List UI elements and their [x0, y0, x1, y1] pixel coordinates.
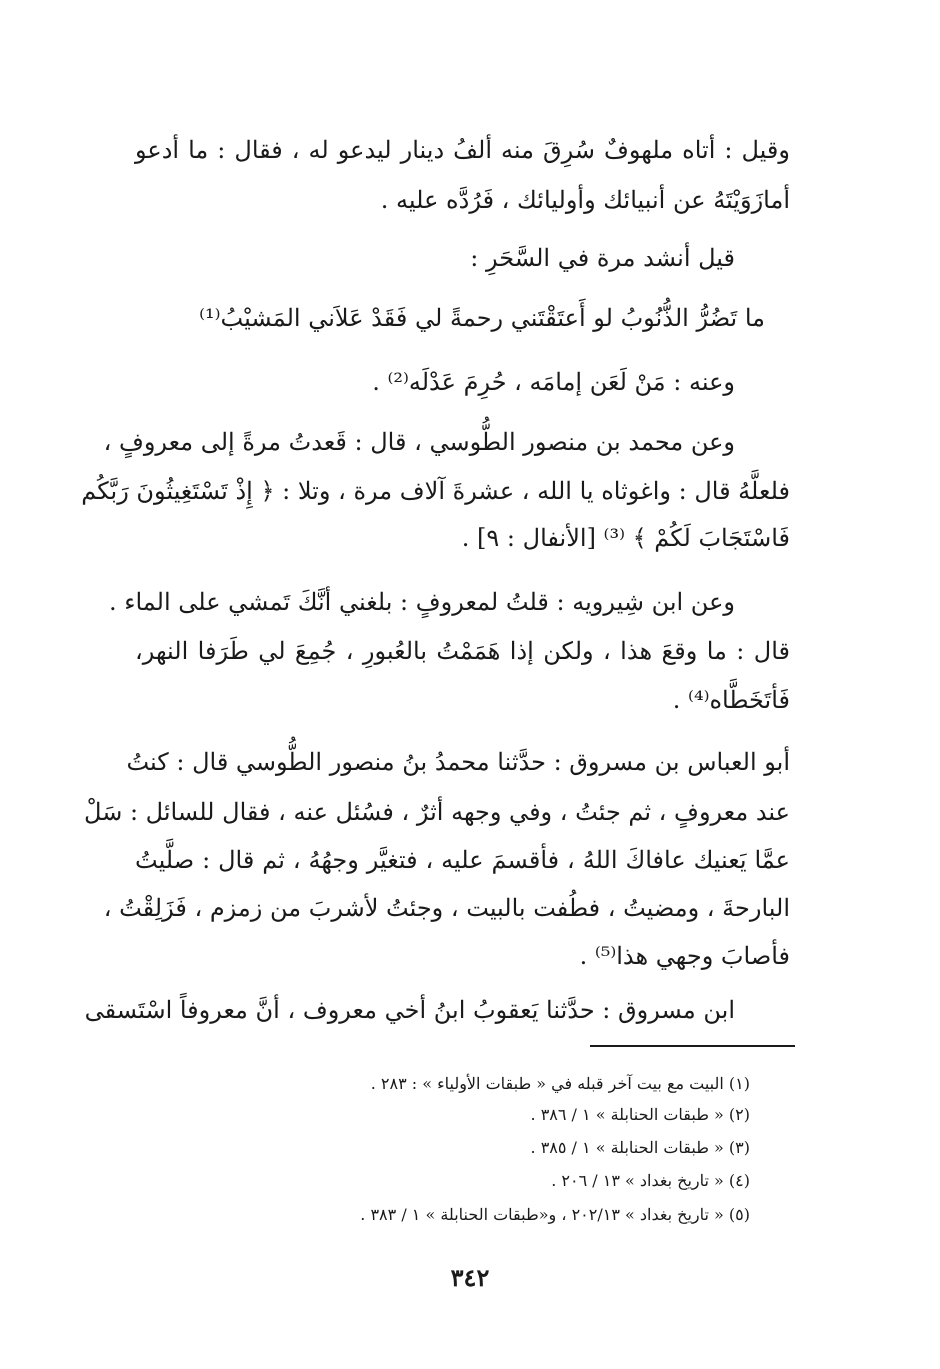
body-line-7: فلعلَّهُ قال : واغوثاه يا الله ، عشرةَ آلاف مرة ، وتلا : ﴿ إِذْ تَسْتَغِيثُونَ رَبَّكُم — [81, 477, 790, 505]
body-line-16: فأصابَ وجهي هذا⁽⁵⁾ . — [579, 942, 790, 970]
body-line-11: فَأتَخَطَّاه⁽⁴⁾ . — [672, 686, 790, 714]
page-number: ٣٤٢ — [450, 1263, 490, 1292]
footnote-separator — [590, 1045, 795, 1047]
body-line-1: وقيل : أتاه ملهوفٌ سُرِقَ منه ألفُ دينار ليدعو له ، فقال : ما أدعو — [135, 136, 790, 164]
body-line-10: قال : ما وقعَ هذا ، ولكن إذا هَمَمْتُ بالعُبورِ ، جُمِعَ لي طَرَفا النهر، — [135, 637, 790, 665]
body-line-12: أبو العباس بن مسروق : حدَّثنا محمدُ بنُ منصور الطُّوسي قال : كنتُ — [126, 748, 790, 776]
body-line-13: عند معروفٍ ، ثم جئتُ ، وفي وجهه أثرٌ ، فسُئل عنه ، فقال للسائل : سَلْ — [84, 798, 790, 826]
body-line-17: ابن مسروق : حدَّثنا يَعقوبُ ابنُ أخي معروف ، أنَّ معروفاً اسْتَسقى — [84, 996, 735, 1024]
body-line-9: وعن ابن شِيرويه : قلتُ لمعروفٍ : بلغني أنَّكَ تَمشي على الماء . — [108, 588, 735, 616]
footnote-3: (٣) « طبقات الحنابلة » ١ / ٣٨٥ . — [530, 1138, 750, 1157]
footnote-4: (٤) « تاريخ بغداد » ١٣ / ٢٠٦ . — [551, 1171, 750, 1190]
footnote-5: (٥) « تاريخ بغداد » ٢٠٢/١٣ ، و«طبقات الحنابلة » ١ / ٣٨٣ . — [360, 1205, 750, 1224]
body-line-2: أمازَوَيْتَهُ عن أنبيائك وأوليائك ، فَرُدَّه عليه . — [380, 186, 790, 214]
body-line-5: وعنه : مَنْ لَعَن إمامَه ، حُرِمَ عَدْلَه⁽²⁾ . — [372, 368, 735, 396]
body-line-14: عمَّا يَعنيك عافاكَ اللهُ ، فأقسمَ عليه ، فتغيَّر وجهُهُ ، ثم قال : صلَّيتُ — [135, 846, 790, 874]
footnote-1: (١) البيت مع بيت آخر قبله في « طبقات الأولياء » : ٢٨٣ . — [370, 1074, 750, 1093]
poem-verse: ما تَضُرُّ الذُّنُوبُ لو أَعتَقْتَني رحمةً لي فَقَدْ عَلاَني المَشيْبُ⁽¹⁾ — [199, 304, 765, 332]
footnote-2: (٢) « طبقات الحنابلة » ١ / ٣٨٦ . — [530, 1105, 750, 1124]
body-line-3: قيل أنشد مرة في السَّحَرِ : — [470, 244, 735, 272]
body-line-8: فَاسْتَجَابَ لَكُمْ ﴾ ⁽³⁾ [الأنفال : ٩] . — [461, 524, 790, 552]
body-line-6: وعن محمد بن منصور الطُّوسي ، قال : قَعدتُ مرةً إلى معروفٍ ، — [103, 428, 735, 456]
body-line-15: البارحةَ ، ومضيتُ ، فطُفت بالبيت ، وجئتُ لأشربَ من زمزم ، فَزَلِقْتُ ، — [103, 894, 790, 922]
